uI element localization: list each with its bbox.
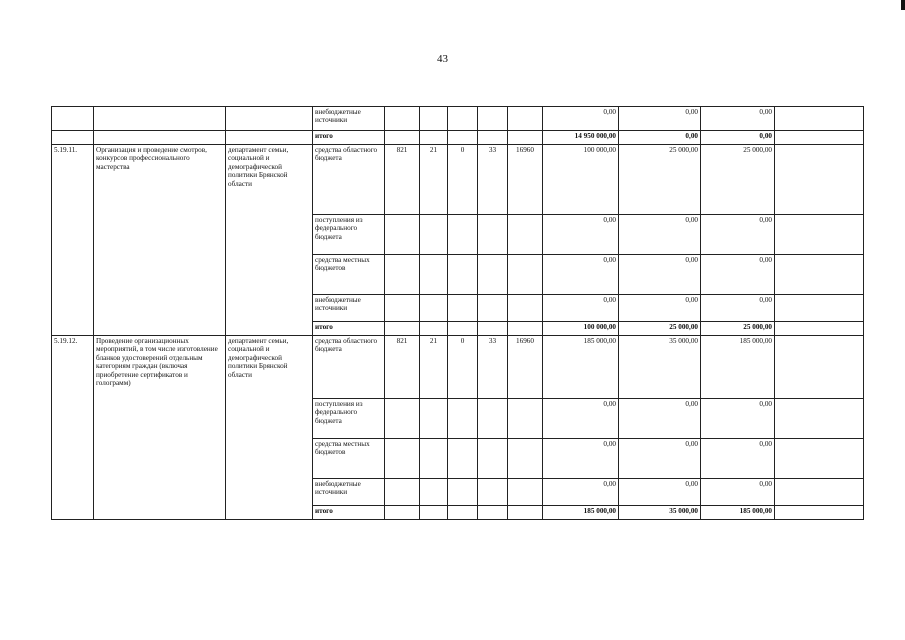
budget-table [51,106,864,520]
amount-year-1: 185 000,00 [543,506,619,520]
empty-cell [775,145,864,215]
amount-year-3: 0,00 [701,399,775,439]
item-code: 5.19.12. [52,336,94,520]
code-rz [420,322,448,336]
code-gr [385,506,420,520]
item-name [94,131,226,145]
item-executor [226,107,313,131]
code-rz [420,506,448,520]
amount-year-2: 0,00 [619,295,701,322]
table-row [52,131,864,145]
code-pr [448,215,478,255]
funding-source: итого [313,322,385,336]
item-code [52,131,94,145]
item-name: Организация и проведение смотров, конкурсов профессионального мастерства [94,145,226,336]
amount-year-1: 0,00 [543,399,619,439]
code-rz: 21 [420,336,448,399]
funding-source: средства местных бюджетов [313,439,385,479]
funding-source: поступления из федерального бюджета [313,399,385,439]
amount-year-3: 0,00 [701,479,775,506]
amount-year-2: 35 000,00 [619,336,701,399]
item-executor: департамент семьи, социальной и демографической политики Брянской области [226,145,313,336]
amount-year-2: 0,00 [619,131,701,145]
code-pr: 0 [448,145,478,215]
code-vr: 16960 [508,336,543,399]
code-pr [448,439,478,479]
code-gr [385,479,420,506]
code-gr [385,399,420,439]
empty-cell [775,399,864,439]
amount-year-3: 0,00 [701,255,775,295]
empty-cell [775,215,864,255]
code-vr [508,439,543,479]
code-csr [478,107,508,131]
empty-cell [775,255,864,295]
code-csr [478,131,508,145]
amount-year-2: 25 000,00 [619,145,701,215]
code-pr [448,295,478,322]
funding-source: внебюджетные источники [313,295,385,322]
code-gr [385,322,420,336]
code-rz [420,131,448,145]
code-rz [420,295,448,322]
amount-year-3: 185 000,00 [701,336,775,399]
item-name [94,107,226,131]
code-pr [448,322,478,336]
funding-source: средства областного бюджета [313,145,385,215]
code-rz [420,107,448,131]
code-gr [385,255,420,295]
empty-cell [775,336,864,399]
item-code: 5.19.11. [52,145,94,336]
code-csr [478,399,508,439]
empty-cell [775,479,864,506]
code-pr [448,506,478,520]
amount-year-1: 185 000,00 [543,336,619,399]
code-vr [508,479,543,506]
table-row [52,107,864,131]
code-gr [385,439,420,479]
code-pr: 0 [448,336,478,399]
amount-year-2: 25 000,00 [619,322,701,336]
code-csr [478,439,508,479]
amount-year-1: 0,00 [543,215,619,255]
funding-source: итого [313,131,385,145]
amount-year-1: 0,00 [543,439,619,479]
code-csr [478,255,508,295]
table-row [52,145,864,215]
code-rz [420,479,448,506]
amount-year-1: 0,00 [543,295,619,322]
amount-year-3: 0,00 [701,131,775,145]
scan-edge-mark [901,0,905,10]
amount-year-2: 35 000,00 [619,506,701,520]
table-body [52,107,864,520]
amount-year-2: 0,00 [619,399,701,439]
funding-source: итого [313,506,385,520]
code-pr [448,131,478,145]
amount-year-3: 0,00 [701,107,775,131]
empty-cell [775,295,864,322]
code-gr [385,215,420,255]
amount-year-3: 25 000,00 [701,322,775,336]
code-vr [508,506,543,520]
item-executor: департамент семьи, социальной и демографической политики Брянской области [226,336,313,520]
amount-year-3: 0,00 [701,295,775,322]
code-pr [448,399,478,439]
code-rz [420,255,448,295]
amount-year-3: 185 000,00 [701,506,775,520]
amount-year-2: 0,00 [619,439,701,479]
funding-source: средства областного бюджета [313,336,385,399]
amount-year-1: 100 000,00 [543,322,619,336]
code-gr: 821 [385,145,420,215]
amount-year-1: 0,00 [543,107,619,131]
code-rz [420,215,448,255]
code-vr [508,255,543,295]
code-vr [508,322,543,336]
code-csr [478,479,508,506]
code-gr: 821 [385,336,420,399]
code-csr: 33 [478,336,508,399]
code-rz: 21 [420,145,448,215]
funding-source: внебюджетные источники [313,107,385,131]
funding-source: внебюджетные источники [313,479,385,506]
amount-year-1: 0,00 [543,255,619,295]
code-pr [448,107,478,131]
code-csr [478,295,508,322]
code-vr [508,107,543,131]
empty-cell [775,506,864,520]
amount-year-2: 0,00 [619,107,701,131]
code-rz [420,399,448,439]
table-row [52,336,864,399]
item-code [52,107,94,131]
code-gr [385,107,420,131]
amount-year-1: 14 950 000,00 [543,131,619,145]
amount-year-2: 0,00 [619,215,701,255]
empty-cell [775,107,864,131]
amount-year-2: 0,00 [619,255,701,295]
amount-year-1: 100 000,00 [543,145,619,215]
code-pr [448,479,478,506]
funding-source: средства местных бюджетов [313,255,385,295]
empty-cell [775,131,864,145]
code-csr [478,506,508,520]
empty-cell [775,322,864,336]
page-number: 43 [437,53,448,65]
code-vr [508,295,543,322]
code-vr [508,131,543,145]
amount-year-2: 0,00 [619,479,701,506]
code-vr [508,215,543,255]
item-name: Проведение организационных мероприятий, в том числе изготовление бланков удостоверений отдельным категориям граждан (включая приобретение сертификатов и голограмм) [94,336,226,520]
code-pr [448,255,478,295]
code-vr [508,399,543,439]
amount-year-1: 0,00 [543,479,619,506]
code-gr [385,295,420,322]
item-executor [226,131,313,145]
funding-source: поступления из федерального бюджета [313,215,385,255]
empty-cell [775,439,864,479]
code-csr: 33 [478,145,508,215]
amount-year-3: 25 000,00 [701,145,775,215]
code-csr [478,322,508,336]
code-rz [420,439,448,479]
code-csr [478,215,508,255]
amount-year-3: 0,00 [701,439,775,479]
code-gr [385,131,420,145]
amount-year-3: 0,00 [701,215,775,255]
code-vr: 16960 [508,145,543,215]
